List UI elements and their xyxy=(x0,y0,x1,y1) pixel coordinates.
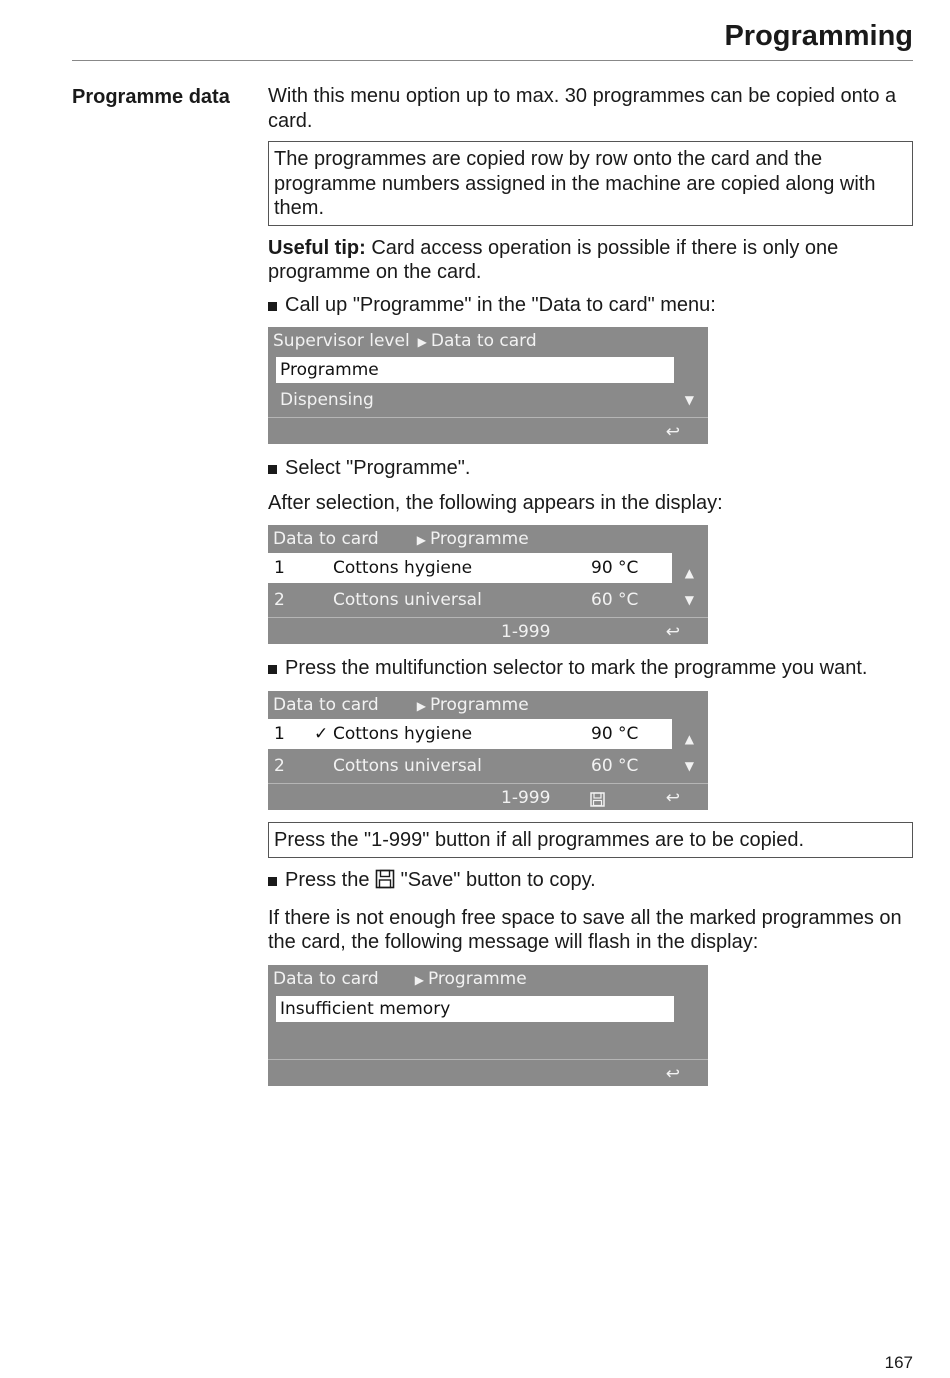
page-title: Programming xyxy=(724,20,913,52)
step-text-prefix: Press the xyxy=(285,869,376,891)
display-footer xyxy=(268,783,708,810)
main-content xyxy=(268,84,913,1098)
check-icon: ✓ xyxy=(314,723,329,744)
after-selection-text: After selection, the following appears in the display: xyxy=(268,491,723,514)
display-breadcrumb xyxy=(268,965,708,993)
message-box: Insufficient memory xyxy=(276,996,674,1022)
section-label: Programme data xyxy=(72,86,230,108)
breadcrumb-item: Supervisor level xyxy=(273,331,410,351)
display-breadcrumb xyxy=(268,691,708,719)
scroll-up-icon[interactable]: ▲ xyxy=(684,731,694,746)
programme-number: 1 xyxy=(274,723,285,744)
return-icon[interactable]: ↩ xyxy=(665,622,680,642)
useful-tip xyxy=(268,236,913,285)
display-footer xyxy=(268,617,708,644)
range-button[interactable]: 1-999 xyxy=(501,622,551,642)
play-arrow-icon: ▶ xyxy=(416,533,426,547)
scroll-down-icon[interactable]: ▼ xyxy=(684,758,694,773)
step-text: Call up "Programme" in the "Data to card" menu: xyxy=(285,293,716,316)
bullet-icon xyxy=(268,465,277,474)
display-insufficient-memory xyxy=(268,965,708,1086)
tip-text: Card access operation is possible if there is only one programme on the card. xyxy=(268,236,839,283)
step-select xyxy=(268,456,913,481)
bullet-icon xyxy=(268,877,277,886)
programme-temp: 90 °C xyxy=(591,723,639,744)
return-icon[interactable]: ↩ xyxy=(665,787,680,808)
display-breadcrumb xyxy=(268,327,708,355)
return-icon[interactable]: ↩ xyxy=(665,422,680,442)
display-breadcrumb xyxy=(268,525,708,553)
menu-item-label: Dispensing xyxy=(280,390,374,410)
menu-item-dispensing[interactable] xyxy=(268,383,708,417)
breadcrumb-item: Data to card xyxy=(273,968,379,989)
breadcrumb-item: Programme xyxy=(429,529,529,549)
programme-row[interactable] xyxy=(268,719,672,749)
step-mark xyxy=(268,656,913,681)
programme-name: Cottons universal xyxy=(333,590,482,610)
return-icon[interactable]: ↩ xyxy=(665,1063,680,1084)
display-programme-list xyxy=(268,525,708,644)
programme-temp: 90 °C xyxy=(591,558,639,578)
intro-text: With this menu option up to max. 30 programmes can be copied onto a card. xyxy=(268,85,897,132)
tip-label: Useful tip: xyxy=(268,236,366,259)
programme-name: Cottons hygiene xyxy=(333,723,473,744)
programme-row[interactable] xyxy=(268,553,672,583)
scroll-down-icon[interactable]: ▼ xyxy=(684,393,694,407)
play-arrow-icon: ▶ xyxy=(416,698,426,713)
range-button[interactable]: 1-999 xyxy=(501,787,551,808)
breadcrumb-item: Data to card xyxy=(430,331,537,351)
step-text-suffix: "Save" button to copy. xyxy=(395,869,596,891)
programme-temp: 60 °C xyxy=(591,755,639,776)
save-icon[interactable] xyxy=(590,790,605,815)
note-box-copy-rows: The programmes are copied row by row onto the card and the programme numbers assigned in the machine are copied along with them. xyxy=(268,141,913,226)
play-arrow-icon: ▶ xyxy=(414,972,424,987)
step-save xyxy=(268,868,913,896)
bullet-icon xyxy=(268,665,277,674)
programme-temp: 60 °C xyxy=(591,590,639,610)
programme-name: Cottons universal xyxy=(333,755,482,776)
programme-number: 2 xyxy=(274,590,285,610)
scroll-up-icon[interactable]: ▲ xyxy=(684,566,694,580)
display-footer xyxy=(268,1059,708,1086)
scroll-down-icon[interactable]: ▼ xyxy=(684,593,694,607)
programme-row[interactable] xyxy=(268,749,708,783)
programme-row[interactable] xyxy=(268,583,708,617)
bullet-icon xyxy=(268,302,277,311)
programme-number: 1 xyxy=(274,558,285,578)
header-divider xyxy=(72,60,913,61)
display-supervisor-menu xyxy=(268,327,708,444)
step-text: Select "Programme". xyxy=(285,457,471,479)
step-call-up xyxy=(268,293,913,318)
save-icon xyxy=(375,869,395,896)
play-arrow-icon: ▶ xyxy=(417,335,427,349)
note-box-range: Press the "1-999" button if all programmes are to be copied. xyxy=(268,822,913,859)
programme-name: Cottons hygiene xyxy=(333,558,473,578)
programme-number: 2 xyxy=(274,755,285,776)
page-number: 167 xyxy=(884,1353,913,1372)
breadcrumb-item: Programme xyxy=(427,968,527,989)
display-footer xyxy=(268,417,708,444)
step-text: Press the multifunction selector to mark the programme you want. xyxy=(285,657,868,679)
breadcrumb-item: Programme xyxy=(429,694,529,715)
menu-item-programme-selected[interactable]: Programme xyxy=(276,357,674,383)
breadcrumb-item: Data to card xyxy=(273,694,379,715)
display-programme-marked xyxy=(268,691,708,810)
breadcrumb-item: Data to card xyxy=(273,529,379,549)
insufficient-intro: If there is not enough free space to save all the marked programmes on the card, the following message will flash in the display: xyxy=(268,906,902,953)
display-empty-area xyxy=(268,1022,708,1059)
